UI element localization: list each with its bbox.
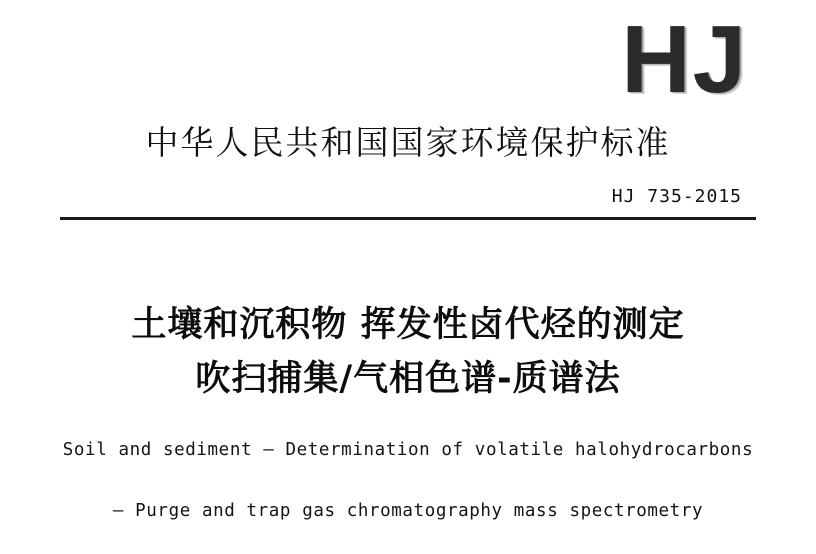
title-english-line-1: Soil and sediment — Determination of volatile halohydrocarbons	[62, 439, 754, 460]
title-block	[60, 298, 756, 529]
logo-row	[60, 0, 756, 113]
header-divider	[60, 217, 756, 220]
standard-number: HJ 735-2015	[611, 186, 742, 208]
title-chinese-line-1: 土壤和沉积物 挥发性卤代烃的测定	[131, 305, 685, 346]
title-chinese-line-2: 吹扫捕集/气相色谱-质谱法	[195, 359, 621, 400]
hj-logo: HJ	[621, 6, 748, 113]
standard-organization-line: 中华人民共和国国家环境保护标准	[145, 123, 671, 163]
title-english-line-2: — Purge and trap gas chromatography mass spectrometry	[112, 500, 704, 521]
